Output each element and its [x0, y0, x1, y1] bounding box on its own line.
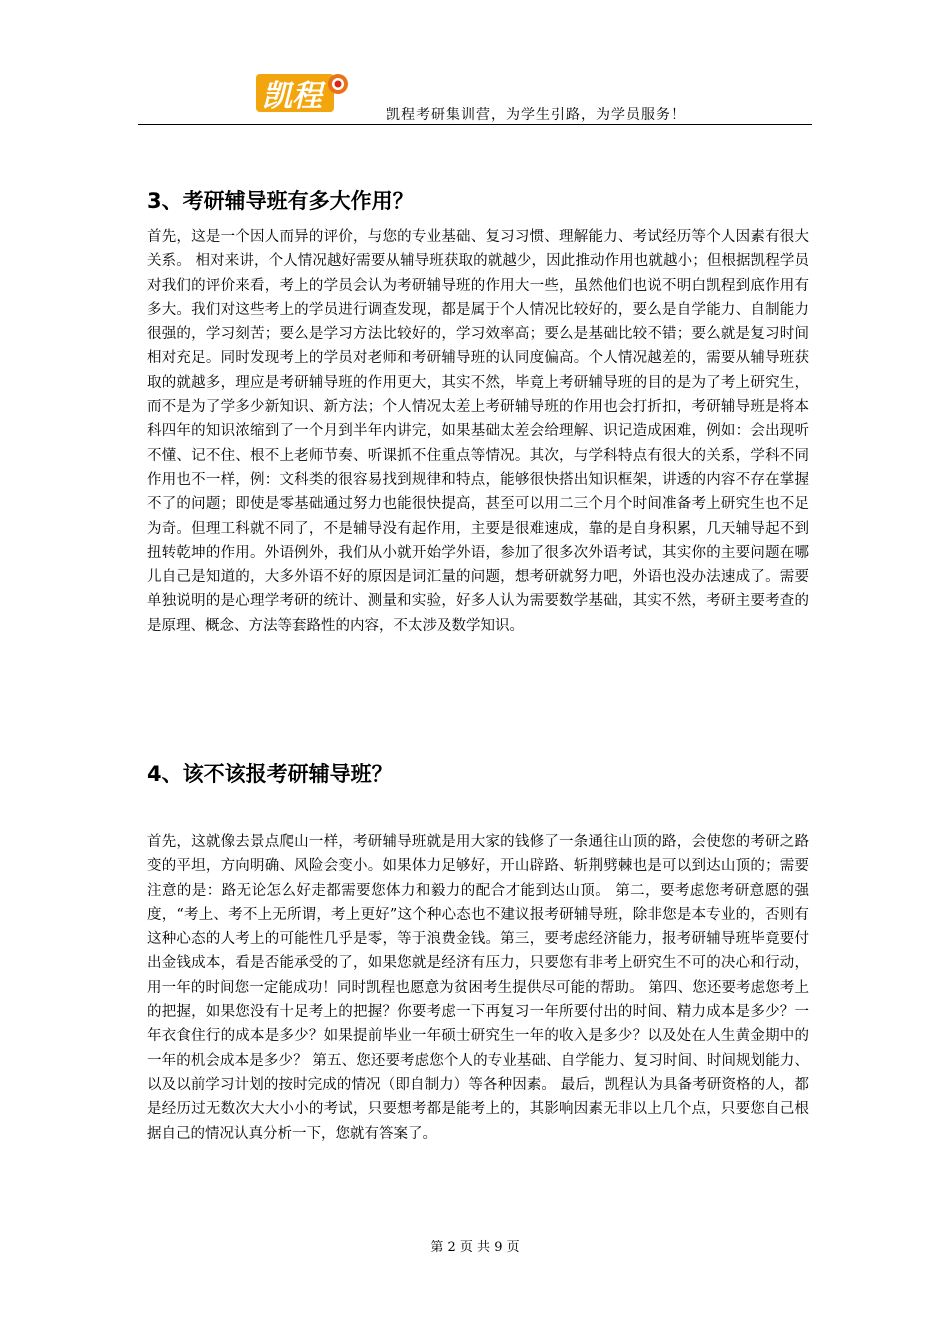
section-body: 首先，这就像去景点爬山一样，考研辅导班就是用大家的钱修了一条通往山顶的路，会使您的考研之路变的平坦，方向明确、风险会变小。如果体力足够好，开山辟路、斩荆劈棘也是可以到达山顶的；需要注意的是：路无论怎么好走都需要您体力和毅力的配合才能到达山顶。 第二，要考虑您考研意愿的强度，“考上、考不上无所谓，考上更好”这个种心态也不建议报考研辅导班，除非您是本专业的，否则有这种心态的人考上的可能性几乎是零，等于浪费金钱。第三，要考虑经济能力，报考研辅导班毕竟要付出金钱成本，看是否能承受的了，如果您就是经济有压力，只要您有非考上研究生不可的决心和行动，用一年的时间您一定能成功！同时凯程也愿意为贫困考生提供尽可能的帮助。 第四、您还要考虑您考上的把握，如果您没有十足考上的把握？你要考虑一下再复习一年所要付出的时间、精力成本是多少？一年衣食住行的成本是多少？如果提前毕业一年硕士研究生一年的收入是多少？以及处在人生黄金期中的一年的机会成本是多少？ 第五、您还要考虑您个人的专业基础、自学能力、复习时间、时间规划能力、以及以前学习计划的按时完成的情况（即自制力）等各种因素。 最后，凯程认为具备考研资格的人，都是经历过无数次大大小小的考试，只要想考都是能考上的，其影响因素无非以上几个点，只要您自己根据自己的情况认真分析一下，您就有答案了。	[147, 834, 809, 1142]
section-body: 首先，这是一个因人而异的评价，与您的专业基础、复习习惯、理解能力、考试经历等个人因素有很大关系。 相对来讲，个人情况越好需要从辅导班获取的就越少，因此推动作用也就越小；但根据凯程学员对我们的评价来看，考上的学员会认为考研辅导班的作用大一些，虽然他们也说不明白凯程到底作用有多大。我们对这些考上的学员进行调查发现，都是属于个人情况比较好的，要么是自学能力、自制能力很强的，学习刻苦；要么是学习方法比较好的，学习效率高；要么是基础比较不错；要么就是复习时间相对充足。同时发现考上的学员对老师和考研辅导班的认同度偏高。个人情况越差的，需要从辅导班获取的就越多，理应是考研辅导班的作用更大，其实不然，毕竟上考研辅导班的目的是为了考上研究生，而不是为了学多少新知识、新方法；个人情况太差上考研辅导班的作用也会打折扣，考研辅导班是将本科四年的知识浓缩到了一个月到半年内讲完，如果基础太差会给理解、识记造成困难，例如：会出现听不懂、记不住、根不上老师节奏、听课抓不住重点等情况。其次，与学科特点有很大的关系，学科不同作用也不一样，例：文科类的很容易找到规律和特点，能够很快搭出知识框架，讲透的内容不存在掌握不了的问题；即使是零基础通过努力也能很快提高，甚至可以用二三个月个时间准备考上研究生也不足为奇。但理工科就不同了，不是辅导没有起作用，主要是很难速成，靠的是自身积累，几天辅导起不到扭转乾坤的作用。外语例外，我们从小就开始学外语，参加了很多次外语考试，其实你的主要问题在哪儿自己是知道的，大多外语不好的原因是词汇量的问题，想考研就努力吧，外语也没办法速成了。需要单独说明的是心理学考研的统计、测量和实验，好多人认为需要数学基础，其实不然，考研主要考查的是原理、概念、方法等套路性的内容，不太涉及数学知识。	[147, 229, 809, 634]
section-title: 3、考研辅导班有多大作用？	[147, 189, 414, 213]
kaicheng-logo	[256, 70, 352, 116]
page-number: 第 2 页 共 9 页	[430, 1240, 520, 1255]
header-slogan: 凯程考研集训营，为学生引路，为学员服务！	[386, 107, 686, 123]
section-title: 4、该不该报考研辅导班？	[147, 762, 393, 786]
logo-text: 凯程	[262, 79, 322, 114]
page-header	[138, 62, 812, 125]
